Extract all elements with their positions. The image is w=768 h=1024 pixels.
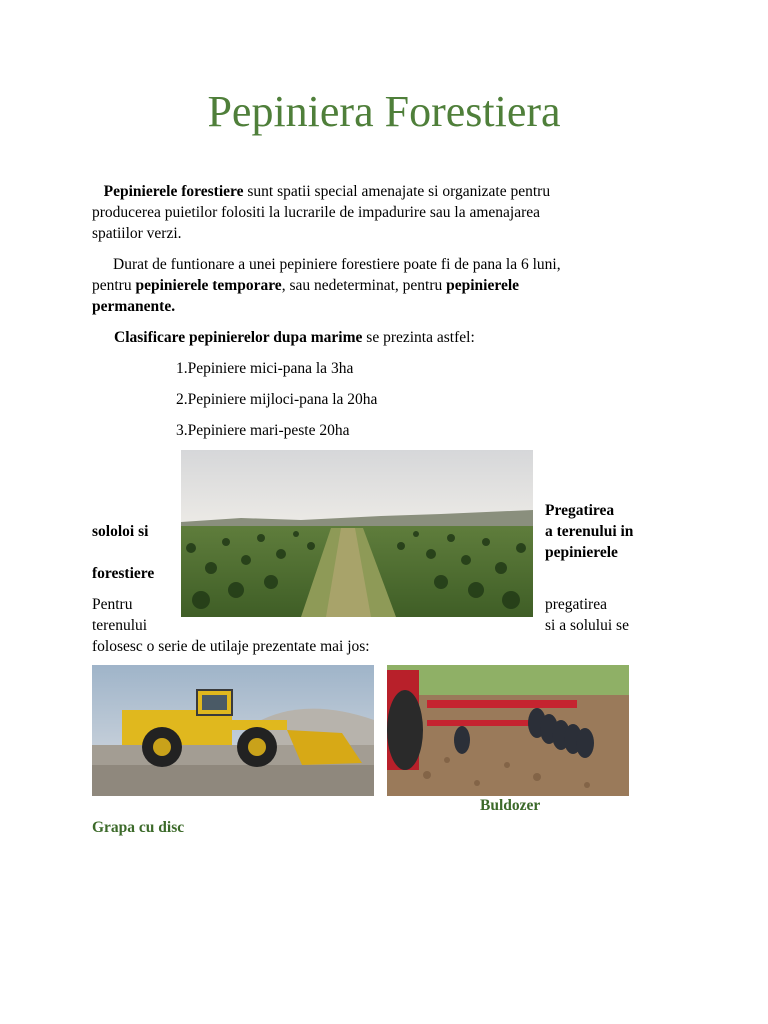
paragraph-intro-line-2: producerea puietilor folositi la lucrarile de impadurire sau la amenajarea <box>92 204 541 221</box>
section-heading-left-1: sololoi si <box>92 523 149 540</box>
bulldozer-photo <box>92 665 374 796</box>
section-heading-left-2: forestiere <box>92 565 155 582</box>
section-heading-right-2: a terenului in <box>545 523 634 540</box>
paragraph-duration-line-2: pentru pepinierele temporare, sau nedeterminat, pentru pepinierele <box>92 277 520 294</box>
bold-term-pepinierele-forestiere: Pepinierele forestiere <box>103 183 244 200</box>
section-heading-right-1: Pregatirea <box>545 502 615 519</box>
section-text-full: folosesc o serie de utilaje prezentate mai jos: <box>92 638 370 655</box>
nursery-photo <box>181 450 533 617</box>
section-text-left-4: terenului <box>92 617 148 634</box>
paragraph-duration-line-1: Durat de funtionare a unei pepiniere forestiere poate fi de pana la 6 luni, <box>113 256 561 273</box>
paragraph-intro-line-3: spatiilor verzi. <box>92 225 182 242</box>
paragraph-intro-line-1: Pepinierele forestiere sunt spatii special amenajate si organizate pentru <box>103 183 551 200</box>
caption-buldozer: Buldozer <box>480 797 541 814</box>
section-text-left-3: Pentru <box>92 596 133 613</box>
page-title: Pepiniera Forestiera <box>207 87 561 136</box>
list-item: 1.Pepiniere mici-pana la 3ha <box>176 360 354 377</box>
section-heading-right-3: pepinierele <box>545 544 618 561</box>
section-text-right-4: pregatirea <box>545 596 607 613</box>
disc-harrow-photo <box>387 665 629 796</box>
caption-grapa-cu-disc: Grapa cu disc <box>92 819 185 836</box>
section-text-right-5: si a solului se <box>545 617 629 634</box>
paragraph-duration-line-3: permanente. <box>92 298 176 315</box>
paragraph-classification: Clasificare pepinierelor dupa marime se prezinta astfel: <box>114 329 475 346</box>
list-item: 3.Pepiniere mari-peste 20ha <box>176 422 350 439</box>
list-item: 2.Pepiniere mijloci-pana la 20ha <box>176 391 378 408</box>
